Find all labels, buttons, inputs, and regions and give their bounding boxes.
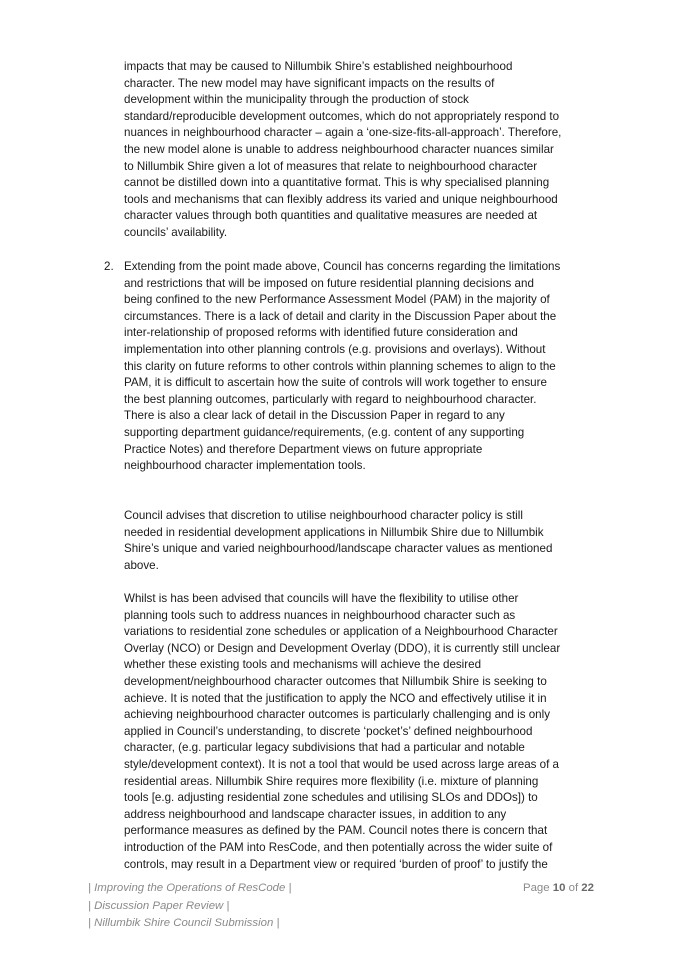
text-line: the best planning outcomes, particularly with regard to neighbourhood character.: [124, 392, 537, 406]
text-line: whether these existing tools and mechanisms will achieve the desired: [124, 658, 482, 672]
text-line: Council advises that discretion to utilise neighbourhood character policy is still: [124, 509, 523, 522]
text-line: needed in residential development applications in Nillumbik Shire due to Nillumbik: [124, 525, 544, 539]
footer-line: | Improving the Operations of ResCode |: [88, 882, 292, 894]
text-line: standard/reproducible development outcomes, which do not appropriately respond to: [124, 109, 560, 123]
page-label: Page: [523, 882, 550, 894]
document-footer: [88, 880, 291, 933]
text-line: Extending from the point made above, Council has concerns regarding the limitations: [124, 260, 561, 273]
text-line: tools and mechanisms that can flexibly address its varied and unique neighbourhood: [124, 192, 558, 206]
paragraph-continuation: [124, 59, 606, 242]
text-line: Whilst is has been advised that councils will have the flexibility to utilise other: [124, 592, 519, 605]
text-line: to Nillumbik Shire given a lot of measures that relate to neighbourhood character: [124, 159, 538, 173]
text-line: achieve. It is noted that the justification to apply the NCO and effectively utilise it in: [124, 691, 547, 705]
text-line: implementation into other planning controls (e.g. provisions and overlays). Without: [124, 342, 546, 356]
text-line: character. The new model may have significant impacts on the results of: [124, 76, 495, 90]
text-line: nuances in neighbourhood character – again a ‘one-size-fits-all-approach’. Therefore,: [124, 126, 562, 140]
page-total: 22: [581, 882, 594, 894]
text-line: development within the municipality through the production of stock: [124, 93, 469, 107]
text-line: this clarity on future reforms to other controls within planning schemes to align to the: [124, 359, 556, 373]
footer-line: | Nillumbik Shire Council Submission |: [88, 917, 280, 929]
text-line: residential areas. Nillumbik Shire requires more flexibility (i.e. mixture of planning: [124, 774, 539, 788]
text-line: performance measures as defined by the PAM. Council notes there is concern that: [124, 824, 548, 838]
text-line: controls, may result in a Department view or required ‘burden of proof’ to justify the: [124, 857, 548, 871]
text-line: There is also a clear lack of detail in the Discussion Paper in regard to any: [124, 409, 505, 423]
text-line: character, (e.g. particular legacy subdivisions that had a particular and notable: [124, 741, 525, 755]
text-line: character values through both quantities and qualitative measures are needed at: [124, 209, 538, 223]
footer-line: | Discussion Paper Review |: [88, 899, 230, 912]
text-line: introduction of the PAM into ResCode, and then potentially across the wider suite of: [124, 840, 553, 854]
text-line: style/development context). It is not a tool that would be used across large areas of a: [124, 757, 560, 771]
text-line: cannot be distilled down into a quantitative format. This is why specialised planning: [124, 176, 550, 190]
text-line: being confined to the new Performance Assessment Model (PAM) in the majority of: [124, 293, 550, 307]
text-line: supporting department guidance/requirements, (e.g. content of any supporting: [124, 425, 525, 439]
text-line: impacts that may be caused to Nillumbik Shire’s established neighbourhood: [124, 60, 513, 73]
paragraph-discretion: [124, 508, 606, 574]
page-number: [523, 880, 594, 898]
text-line: the new model alone is unable to address neighbourhood character nuances similar: [124, 142, 554, 156]
text-line: circumstances. There is a lack of detail and clarity in the Discussion Paper about the: [124, 309, 557, 323]
paragraph-flexibility: [124, 591, 606, 873]
text-line: achieving neighbourhood character outcomes is particularly challenging and is only: [124, 708, 551, 722]
text-line: PAM, it is difficult to ascertain how the suite of controls will work together to ensure: [124, 376, 547, 390]
text-line: variations to residential zone schedules or application of a Neighbourhood Character: [124, 625, 558, 639]
text-line: Overlay (NCO) or Design and Development Overlay (DDO), it is currently still unclear: [124, 641, 561, 655]
list-item-number: 2.: [104, 260, 114, 273]
text-line: address neighbourhood and landscape character issues, in addition to any: [124, 807, 507, 821]
text-line: applied in Council’s understanding, to discrete ‘pocket’s’ defined neighbourhood: [124, 724, 533, 738]
text-line: inter-relationship of proposed reforms with identified future consideration and: [124, 326, 518, 340]
page-current: 10: [552, 882, 566, 894]
text-line: above.: [124, 558, 159, 572]
text-line: Shire’s unique and varied neighbourhood/landscape character values as mentioned: [124, 542, 553, 556]
text-line: Practice Notes) and therefore Department views on future appropriate: [124, 442, 483, 456]
text-line: councils’ availability.: [124, 225, 228, 239]
text-line: and restrictions that will be imposed on future residential planning decisions and: [124, 276, 534, 290]
text-line: tools [e.g. adjusting residential zone schedules and utilising SLOs and DDOs]) to: [124, 791, 538, 805]
text-line: planning tools such to address nuances in neighbourhood character such as: [124, 608, 516, 622]
text-line: neighbourhood character implementation tools.: [124, 459, 366, 473]
page-of: of: [568, 882, 579, 894]
list-item-2-text: [124, 259, 606, 475]
text-line: development/neighbourhood character outcomes that Nillumbik Shire is seeking to: [124, 674, 547, 688]
